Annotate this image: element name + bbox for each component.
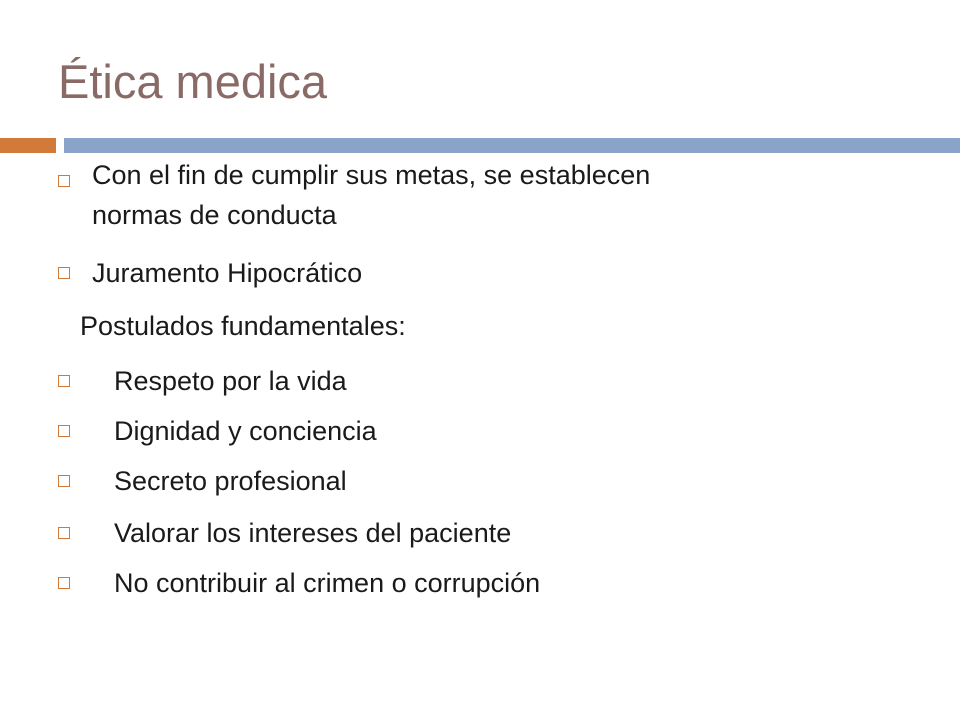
hollow-square-icon bbox=[58, 375, 70, 387]
list-item-text: Juramento Hipocrático bbox=[92, 258, 363, 288]
list-item-text-line-1: Con el fin de cumplir sus metas, se establecen bbox=[92, 160, 651, 190]
hollow-square-icon bbox=[58, 577, 70, 589]
accent-bar bbox=[0, 138, 56, 153]
hollow-square-icon bbox=[58, 475, 70, 487]
list-item-text-line-2: normas de conducta bbox=[92, 200, 337, 230]
list-item bbox=[0, 412, 900, 450]
hollow-square-icon bbox=[58, 425, 70, 437]
subheading bbox=[0, 307, 900, 345]
list-item bbox=[0, 362, 900, 400]
hollow-square-icon bbox=[58, 267, 70, 279]
list-item-text: Dignidad y conciencia bbox=[114, 416, 377, 446]
list-item-text: Secreto profesional bbox=[114, 466, 347, 496]
list-item-text: No contribuir al crimen o corrupción bbox=[114, 568, 541, 598]
slide-title: Ética medica bbox=[58, 55, 328, 108]
hollow-square-icon bbox=[58, 527, 70, 539]
list-item-text: Respeto por la vida bbox=[114, 366, 347, 396]
list-item bbox=[0, 564, 900, 602]
list-item bbox=[0, 156, 900, 236]
list-item bbox=[0, 514, 900, 552]
hollow-square-icon bbox=[58, 175, 70, 187]
list-item-text: Valorar los intereses del paciente bbox=[114, 518, 512, 548]
list-item bbox=[0, 254, 900, 292]
subheading-text: Postulados fundamentales: bbox=[80, 311, 406, 341]
title-underline-bar bbox=[64, 138, 960, 153]
list-item bbox=[0, 462, 900, 500]
